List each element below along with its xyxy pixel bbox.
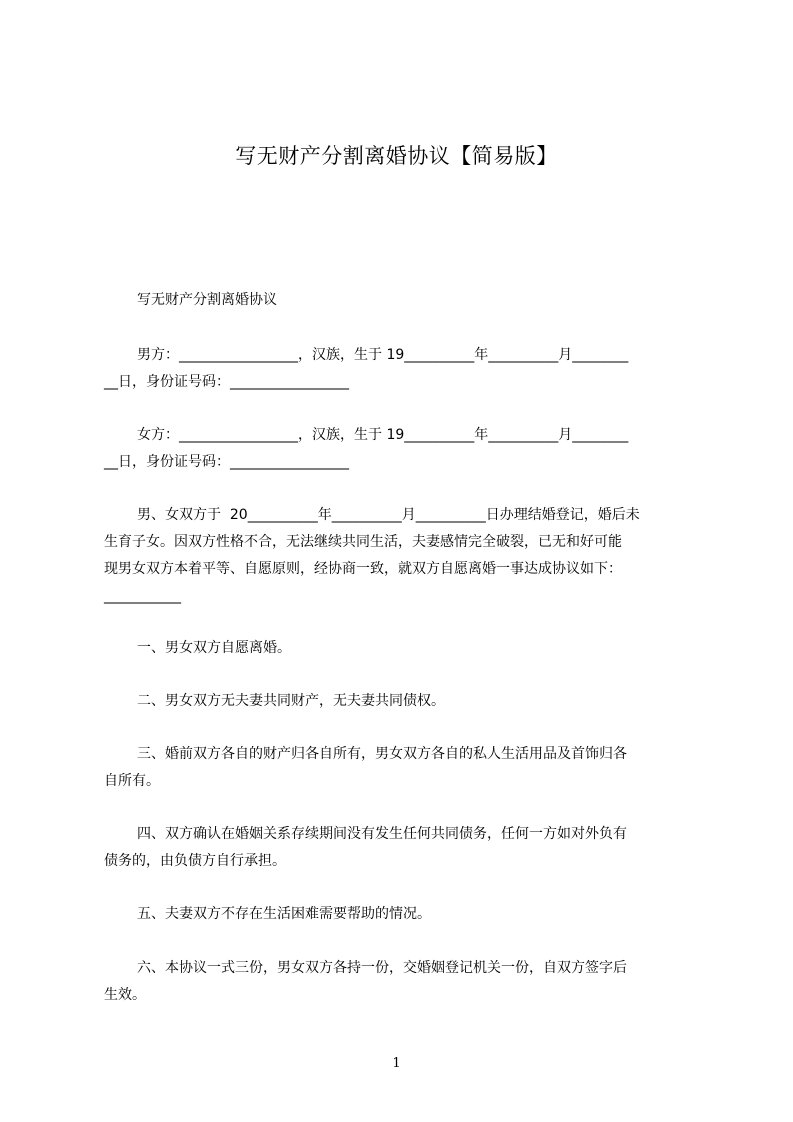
clause-6-line-1: 六、本协议一式三份，男女双方各持一份，交婚姻登记机关一份，自双方签字后 xyxy=(137,960,627,976)
intro-paragraph-line-3: 现男女双方本着平等、自愿原则，经协商一致，就双方自愿离婚一事达成协议如下： xyxy=(104,561,622,577)
male-party-line-2: __日，身份证号码：_________________ xyxy=(104,374,349,390)
clause-1: 一、男女双方自愿离婚。 xyxy=(137,640,291,656)
clause-2: 二、男女双方无夫妻共同财产，无夫妻共同债权。 xyxy=(137,693,445,709)
clause-6-line-2: 生效。 xyxy=(104,987,146,1003)
page-number: 1 xyxy=(392,1056,401,1071)
intro-paragraph-line-1: 男、女双方于 20__________年__________月__________日办理结婚登记，婚后未 xyxy=(137,507,640,523)
clause-3-line-1: 三、婚前双方各自的财产归各自所有，男女双方各自的私人生活用品及首饰归各 xyxy=(137,746,627,762)
clause-4-line-1: 四、双方确认在婚姻关系存续期间没有发生任何共同债务，任何一方如对外负有 xyxy=(137,826,627,842)
clause-3-line-2: 自所有。 xyxy=(104,773,160,789)
clause-4-line-2: 债务的，由负债方自行承担。 xyxy=(104,853,286,869)
intro-paragraph-line-4: ___________ xyxy=(104,588,181,604)
female-party-line-1: 女方：_________________，汉族，生于 19__________年__________月________ xyxy=(137,427,629,443)
intro-paragraph-line-2: 生育子女。因双方性格不合，无法继续共同生活，夫妻感情完全破裂，已无和好可能 xyxy=(104,534,622,550)
agreement-subtitle: 写无财产分割离婚协议 xyxy=(137,292,277,308)
male-party-line-1: 男方：_________________，汉族，生于 19__________年__________月________ xyxy=(137,347,629,363)
document-title: 写无财产分割离婚协议【简易版】 xyxy=(235,144,558,168)
clause-5: 五、夫妻双方不存在生活困难需要帮助的情况。 xyxy=(137,906,431,922)
female-party-line-2: __日，身份证号码：_________________ xyxy=(104,454,349,470)
